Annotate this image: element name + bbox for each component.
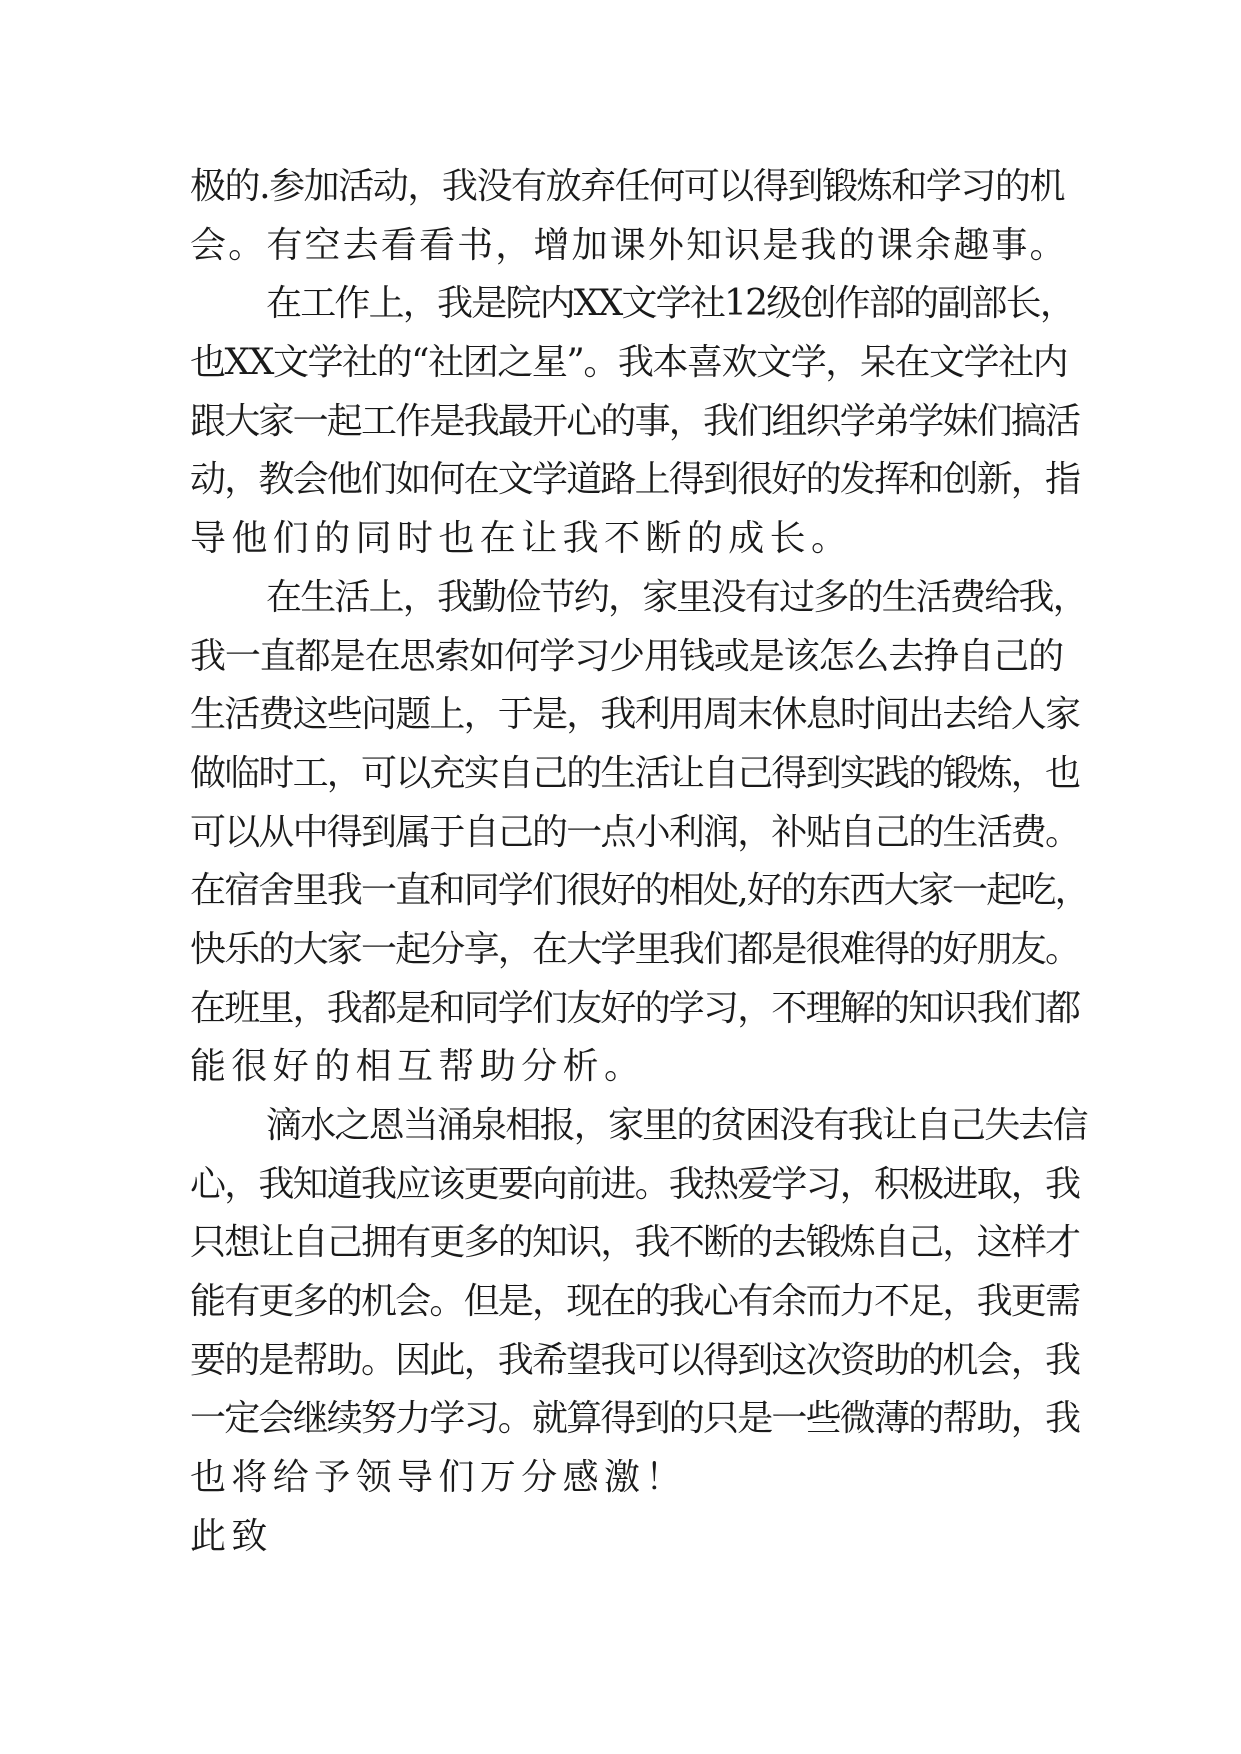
text-line: 能很好的相互帮助分析。	[190, 1046, 646, 1088]
text-line: 会。有空去看看书，增加课外知识是我的课余趣事。	[190, 224, 1068, 266]
text-line: 动，教会他们如何在文学道路上得到很好的发挥和创新，指	[190, 459, 1080, 501]
text-line: 生活费这些问题上，于是，我利用周末休息时间出去给人家	[190, 694, 1080, 736]
letter-body	[190, 158, 1089, 1567]
text-line: 心，我知道我应该更要向前进。我热爱学习，积极进取，我	[190, 1163, 1080, 1205]
text-line: 快乐的大家一起分享，在大学里我们都是很难得的好朋友。	[190, 928, 1080, 970]
text-line: 在工作上，我是院内XX文学社12级创作部的副部长，	[266, 283, 1075, 325]
text-line: 也XX文学社的“社团之星”。我本喜欢文学，呆在文学社内	[190, 342, 1068, 384]
text-line: 在班里，我都是和同学们友好的学习，不理解的知识我们都	[190, 987, 1080, 1029]
text-line: 极的.参加活动，我没有放弃任何可以得到锻炼和学习的机	[190, 166, 1065, 207]
text-line: 在生活上，我勤俭节约，家里没有过多的生活费给我，	[266, 576, 1087, 618]
text-line: 在宿舍里我一直和同学们很好的相处,好的东西大家一起吃，	[190, 870, 1089, 912]
text-line: 滴水之恩当涌泉相报，家里的贫困没有我让自己失去信	[266, 1105, 1087, 1146]
text-line: 可以从中得到属于自己的一点小利润，补贴自己的生活费。	[190, 811, 1080, 853]
text-line: 一定会继续努力学习。就算得到的只是一些微薄的帮助，我	[190, 1398, 1080, 1440]
text-line: 此致	[190, 1515, 273, 1557]
text-line: 做临时工，可以充实自己的生活让自己得到实践的锻炼，也	[190, 752, 1080, 794]
text-line: 能有更多的机会。但是，现在的我心有余而力不足，我更需	[190, 1281, 1080, 1323]
text-line: 导他们的同时也在让我不断的成长。	[190, 518, 853, 560]
text-line: 我一直都是在思索如何学习少用钱或是该怎么去挣自己的	[190, 635, 1064, 677]
text-line: 只想让自己拥有更多的知识，我不断的去锻炼自己，这样才	[190, 1222, 1080, 1264]
text-line: 要的是帮助。因此，我希望我可以得到这次资助的机会，我	[190, 1339, 1080, 1381]
text-line: 也将给予领导们万分感激！	[190, 1457, 687, 1499]
text-line: 跟大家一起工作是我最开心的事，我们组织学弟学妹们搞活	[190, 400, 1080, 442]
